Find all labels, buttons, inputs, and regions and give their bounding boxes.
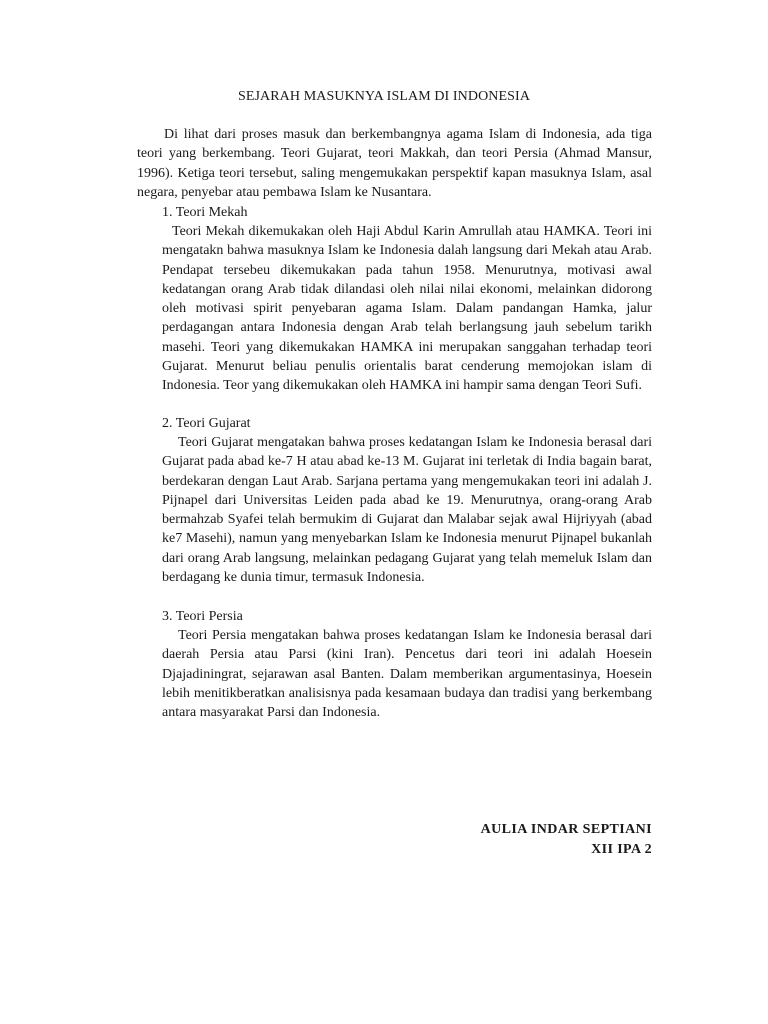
section-heading-mekah: 1. Teori Mekah — [162, 205, 248, 220]
section-body-gujarat: Teori Gujarat mengatakan bahwa proses kedatangan Islam ke Indonesia berasal dari Gujarat pada abad ke-7 H atau abad ke-13 M. Gujarat ini terletak di India bagain barat, berdekaran dengan Laut Arab. Sarjana pertama yang mengemukakan teori ini adalah J. Pijnapel dari Universitas Leiden pada abad ke 19. Menurutnya, orang-orang Arab bermahzab Syafei telah bermukim di Gujarat dan Malabar sejak awal Hijriyyah (abad ke7 Masehi), namun yang menyebarkan Islam ke Indonesia menurut Pijnapel bukanlah dari orang Arab langsung, melainkan pedagang Gujarat yang telah memeluk Islam dan berdagang ke dunia timur, termasuk Indonesia. — [162, 435, 652, 586]
document-title: SEJARAH MASUKNYA ISLAM DI INDONESIA — [237, 89, 531, 104]
section-body-mekah: Teori Mekah dikemukakan oleh Haji Abdul Karin Amrullah atau HAMKA. Teori ini mengatakn bahwa masuknya Islam ke Indonesia dalah langsung dari Mekah atau Arab. Pendapat tersebeu dikemukakan pada tahun 1958. Menurutnya, motivasi awal kedatangan orang Arab tidak dilandasi oleh nilai nilai ekonomi, melainkan didorong oleh motivasi spirit penyebaran agama Islam. Dalam pandangan Hamka, jalur perdagangan antara Indonesia dengan Arab telah berlangsung jauh sebelum tarikh masehi. Teori yang dikemukakan HAMKA ini merupakan sanggahan terhadap teori Gujarat. Menurut beliau penulis orientalis barat cenderung memojokan islam di Indonesia. Teor yang dikemukakan oleh HAMKA ini hampir sama dengan Teori Sufi. — [162, 224, 652, 394]
intro-paragraph: Di lihat dari proses masuk dan berkembangnya agama Islam di Indonesia, ada tiga teori yang berkembang. Teori Gujarat, teori Makkah, dan teori Persia (Ahmad Mansur, 1996). Ketiga teori tersebut, saling mengemukakan perspektif kapan masuknya Islam, asal negara, penyebar atau pembawa Islam ke Nusantara. — [137, 127, 652, 200]
section-body-persia: Teori Persia mengatakan bahwa proses kedatangan Islam ke Indonesia berasal dari daerah Persia atau Parsi (kini Iran). Pencetus dari teori ini adalah Hoesein Djajadiningrat, sejarawan asal Banten. Dalam memberikan argumentasinya, Hoesein lebih menitikberatkan analisisnya pada kesamaan budaya dan tradisi yang berkembang antara masyarakat Parsi dan Indonesia. — [162, 628, 652, 721]
author-name: AULIA INDAR SEPTIANI — [480, 822, 652, 837]
section-heading-persia: 3. Teori Persia — [162, 609, 243, 624]
author-class: XII IPA 2 — [591, 842, 652, 857]
section-heading-gujarat: 2. Teori Gujarat — [162, 416, 251, 431]
